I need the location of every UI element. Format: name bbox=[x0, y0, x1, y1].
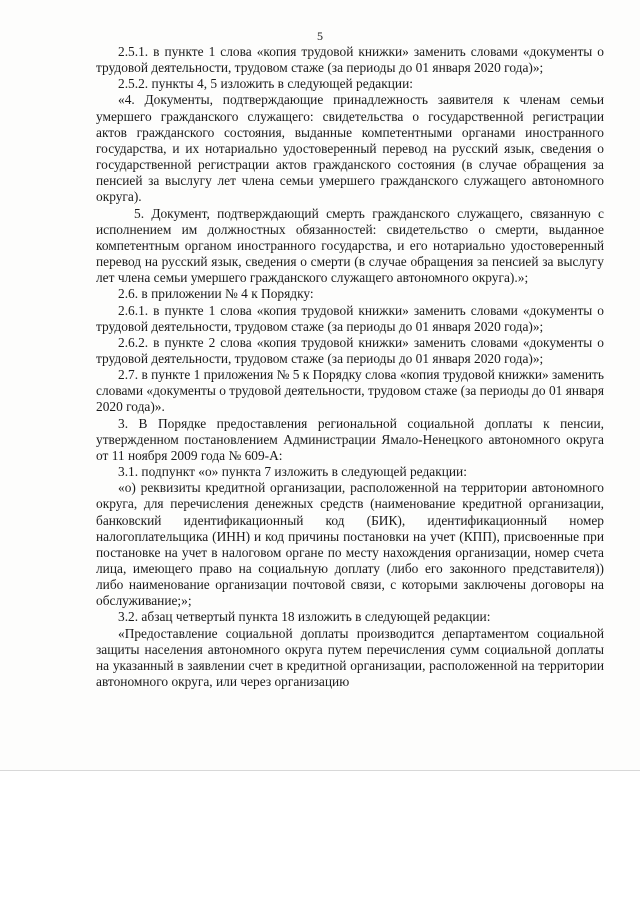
page-number: 5 bbox=[317, 29, 323, 43]
paragraph-item-4: «4. Документы, подтверждающие принадлежность заявителя к членам семьи умершего гражданского служащего: свидетельства о государственной регистрации актов гражданского состояния, выданные компетентными органами иностранного государства, и их нотариально удостоверенный перевод на русский язык, сведения о государственной регистрации актов гражданского состояния (в случае обращения за пенсией за выслугу лет члена семьи умершего гражданского служащего автономного округа). bbox=[96, 92, 604, 205]
paragraph-2-6: 2.6. в приложении № 4 к Порядку: bbox=[118, 286, 314, 302]
paragraph-2-7: 2.7. в пункте 1 приложения № 5 к Порядку слова «копия трудовой книжки» заменить словами «документы о трудовой деятельности, трудовом стаже (за периоды до 01 января 2020 года)». bbox=[96, 367, 604, 415]
paragraph-2-5-2: 2.5.2. пункты 4, 5 изложить в следующей редакции: bbox=[118, 76, 413, 92]
paragraph-3: 3. В Порядке предоставления региональной социальной доплаты к пенсии, утвержденном постановлением Администрации Ямало-Ненецкого автономного округа от 11 ноября 2009 года № 609-А: bbox=[96, 415, 604, 463]
document-body bbox=[96, 44, 604, 690]
paragraph-2-6-2: 2.6.2. в пункте 2 слова «копия трудовой книжки» заменить словами «документы о трудовой деятельности, трудовом стаже (за периоды до 01 января 2020 года)»; bbox=[96, 334, 604, 366]
paragraph-2-6-1: 2.6.1. в пункте 1 слова «копия трудовой книжки» заменить словами «документы о трудовой деятельности, трудовом стаже (за периоды до 01 января 2020 года)»; bbox=[96, 302, 604, 334]
paragraph-item-5: 5. Документ, подтверждающий смерть гражданского служащего, связанную с исполнением им должностных обязанностей: свидетельство о смерти, выданное компетентным органом иностранного государства, и его нотариально удостоверенный перевод на русский язык, сведения о смерти (в случае обращения за пенсией за выслугу лет члена семьи умершего гражданского служащего автономного округа).»; bbox=[96, 205, 604, 286]
paragraph-3-1: 3.1. подпункт «о» пункта 7 изложить в следующей редакции: bbox=[118, 464, 467, 480]
paragraph-3-2: 3.2. абзац четвертый пункта 18 изложить в следующей редакции: bbox=[118, 609, 491, 625]
paragraph-2-5-1: 2.5.1. в пункте 1 слова «копия трудовой книжки» заменить словами «документы о трудовой деятельности, трудовом стаже (за периоды до 01 января 2020 года)»; bbox=[96, 44, 604, 76]
paragraph-quote-18: «Предоставление социальной доплаты производится департаментом социальной защиты населения автономного округа путем перечисления сумм социальной доплаты на указанный в заявлении счет в кредитной организации, расположенной на территории автономного округа, или через организацию bbox=[96, 625, 604, 690]
paragraph-subitem-o: «о) реквизиты кредитной организации, расположенной на территории автономного округа, для перечисления денежных средств (наименование кредитной организации, банковский идентификационный код (БИК), идентификационный номер налогоплательщика (ИНН) и код причины постановки на учет (КПП), присвоенные при постановке на учет в налоговом органе по месту нахождения организации, номер счета лица, имеющего право на социальную доплату (либо его законного представителя)) либо наименование организации почтовой связи, с которыми заключены договоры на обслуживание;»; bbox=[96, 480, 604, 609]
